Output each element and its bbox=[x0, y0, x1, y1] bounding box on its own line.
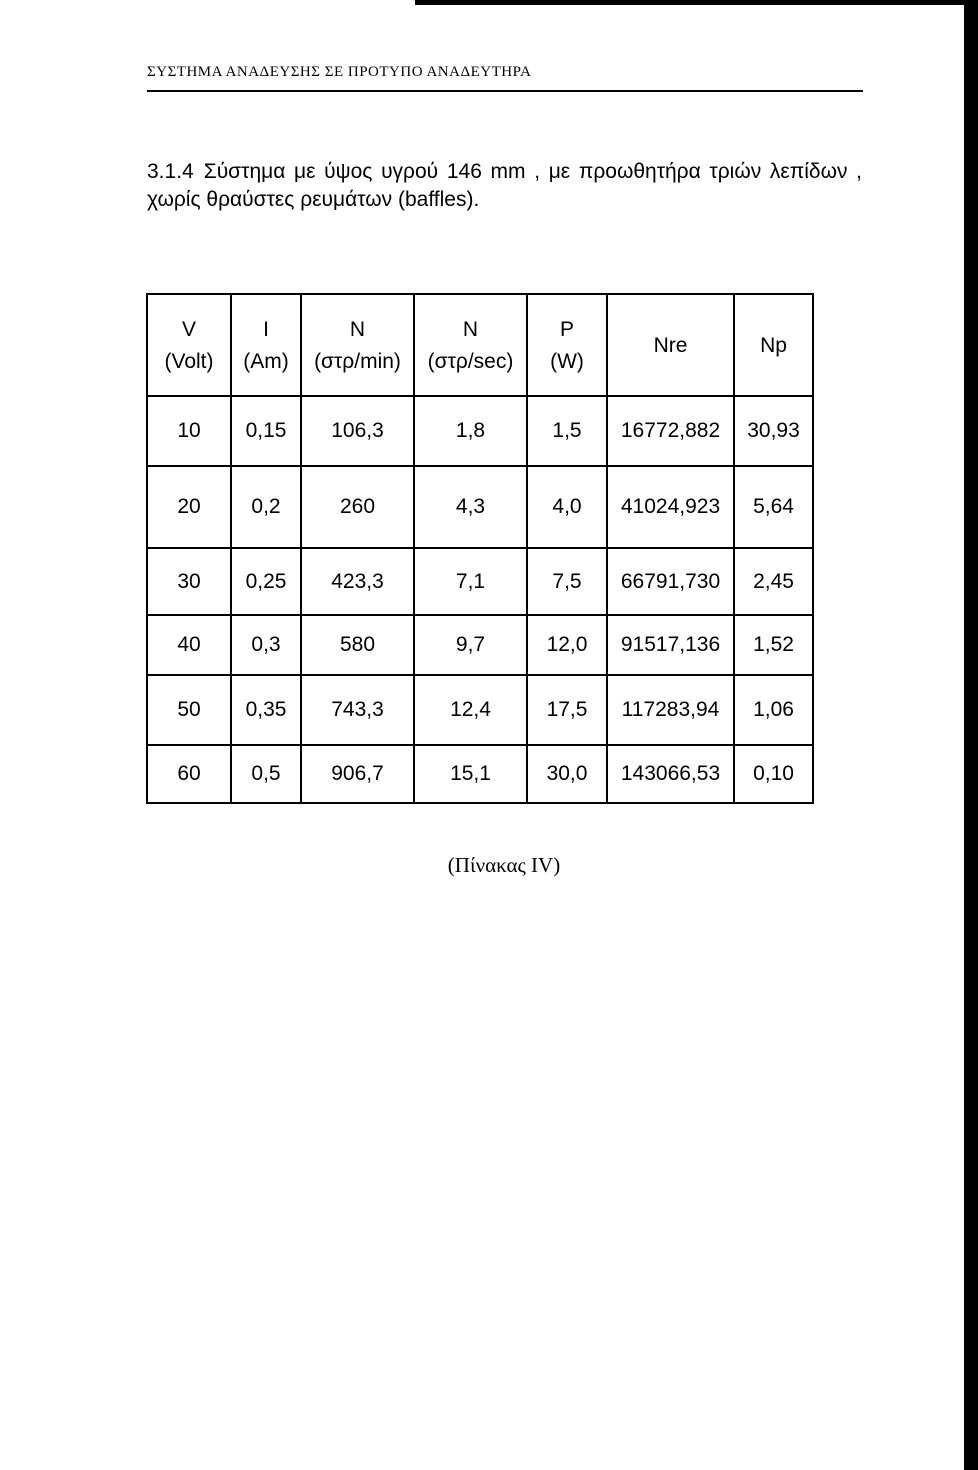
table-row bbox=[147, 466, 813, 548]
cell-current: 0,2 bbox=[231, 466, 301, 548]
cell-speed-rpm: 580 bbox=[301, 615, 414, 675]
cell-speed-rps: 12,4 bbox=[414, 675, 527, 745]
header-power: P (W) bbox=[527, 294, 607, 396]
header-speed-rpm: N (στρ/min) bbox=[301, 294, 414, 396]
cell-voltage: 60 bbox=[147, 745, 231, 803]
cell-voltage: 30 bbox=[147, 548, 231, 615]
cell-reynolds: 41024,923 bbox=[607, 466, 734, 548]
cell-reynolds: 66791,730 bbox=[607, 548, 734, 615]
cell-speed-rpm: 423,3 bbox=[301, 548, 414, 615]
cell-reynolds: 91517,136 bbox=[607, 615, 734, 675]
cell-current: 0,3 bbox=[231, 615, 301, 675]
table-row bbox=[147, 745, 813, 803]
table-caption: (Πίνακας IV) bbox=[447, 853, 561, 877]
table-row bbox=[147, 396, 813, 466]
cell-power-number: 30,93 bbox=[734, 396, 813, 466]
running-header: ΣΥΣΤΗΜΑ ΑΝΑΔΕΥΣΗΣ ΣΕ ΠΡΟΤΥΠΟ ΑΝΑΔΕΥΤΗΡΑ bbox=[147, 64, 532, 80]
scan-edge-top bbox=[415, 0, 978, 5]
cell-power: 17,5 bbox=[527, 675, 607, 745]
cell-reynolds: 143066,53 bbox=[607, 745, 734, 803]
results-table bbox=[146, 293, 814, 804]
header-speed-rps: N (στρ/sec) bbox=[414, 294, 527, 396]
table-row bbox=[147, 675, 813, 745]
cell-voltage: 50 bbox=[147, 675, 231, 745]
cell-speed-rps: 1,8 bbox=[414, 396, 527, 466]
cell-speed-rpm: 260 bbox=[301, 466, 414, 548]
cell-speed-rps: 9,7 bbox=[414, 615, 527, 675]
cell-power: 4,0 bbox=[527, 466, 607, 548]
cell-voltage: 10 bbox=[147, 396, 231, 466]
scan-edge-right bbox=[964, 0, 978, 1470]
cell-speed-rpm: 906,7 bbox=[301, 745, 414, 803]
table-header-row bbox=[147, 294, 813, 396]
cell-power-number: 1,52 bbox=[734, 615, 813, 675]
cell-power: 30,0 bbox=[527, 745, 607, 803]
cell-power: 12,0 bbox=[527, 615, 607, 675]
header-reynolds: Nre bbox=[607, 294, 734, 396]
header-power-number: Np bbox=[734, 294, 813, 396]
header-rule bbox=[147, 90, 863, 92]
cell-speed-rpm: 743,3 bbox=[301, 675, 414, 745]
cell-voltage: 20 bbox=[147, 466, 231, 548]
cell-speed-rpm: 106,3 bbox=[301, 396, 414, 466]
cell-reynolds: 16772,882 bbox=[607, 396, 734, 466]
cell-power-number: 1,06 bbox=[734, 675, 813, 745]
cell-power-number: 0,10 bbox=[734, 745, 813, 803]
cell-power-number: 2,45 bbox=[734, 548, 813, 615]
cell-speed-rps: 4,3 bbox=[414, 466, 527, 548]
table-row bbox=[147, 615, 813, 675]
cell-power: 7,5 bbox=[527, 548, 607, 615]
table-row bbox=[147, 548, 813, 615]
section-number: 3.1.4 bbox=[147, 160, 194, 183]
section-title: Σύστημα με ύψος υγρού 146 mm , με προωθητήρα τριών λεπίδων , χωρίς θραύστες ρευμάτων (baffles). bbox=[147, 160, 862, 211]
section-heading bbox=[147, 158, 862, 214]
cell-speed-rps: 7,1 bbox=[414, 548, 527, 615]
header-voltage: V (Volt) bbox=[147, 294, 231, 396]
cell-current: 0,15 bbox=[231, 396, 301, 466]
cell-reynolds: 117283,94 bbox=[607, 675, 734, 745]
cell-power: 1,5 bbox=[527, 396, 607, 466]
cell-current: 0,25 bbox=[231, 548, 301, 615]
cell-power-number: 5,64 bbox=[734, 466, 813, 548]
header-current: I (Am) bbox=[231, 294, 301, 396]
cell-current: 0,35 bbox=[231, 675, 301, 745]
cell-speed-rps: 15,1 bbox=[414, 745, 527, 803]
cell-voltage: 40 bbox=[147, 615, 231, 675]
cell-current: 0,5 bbox=[231, 745, 301, 803]
